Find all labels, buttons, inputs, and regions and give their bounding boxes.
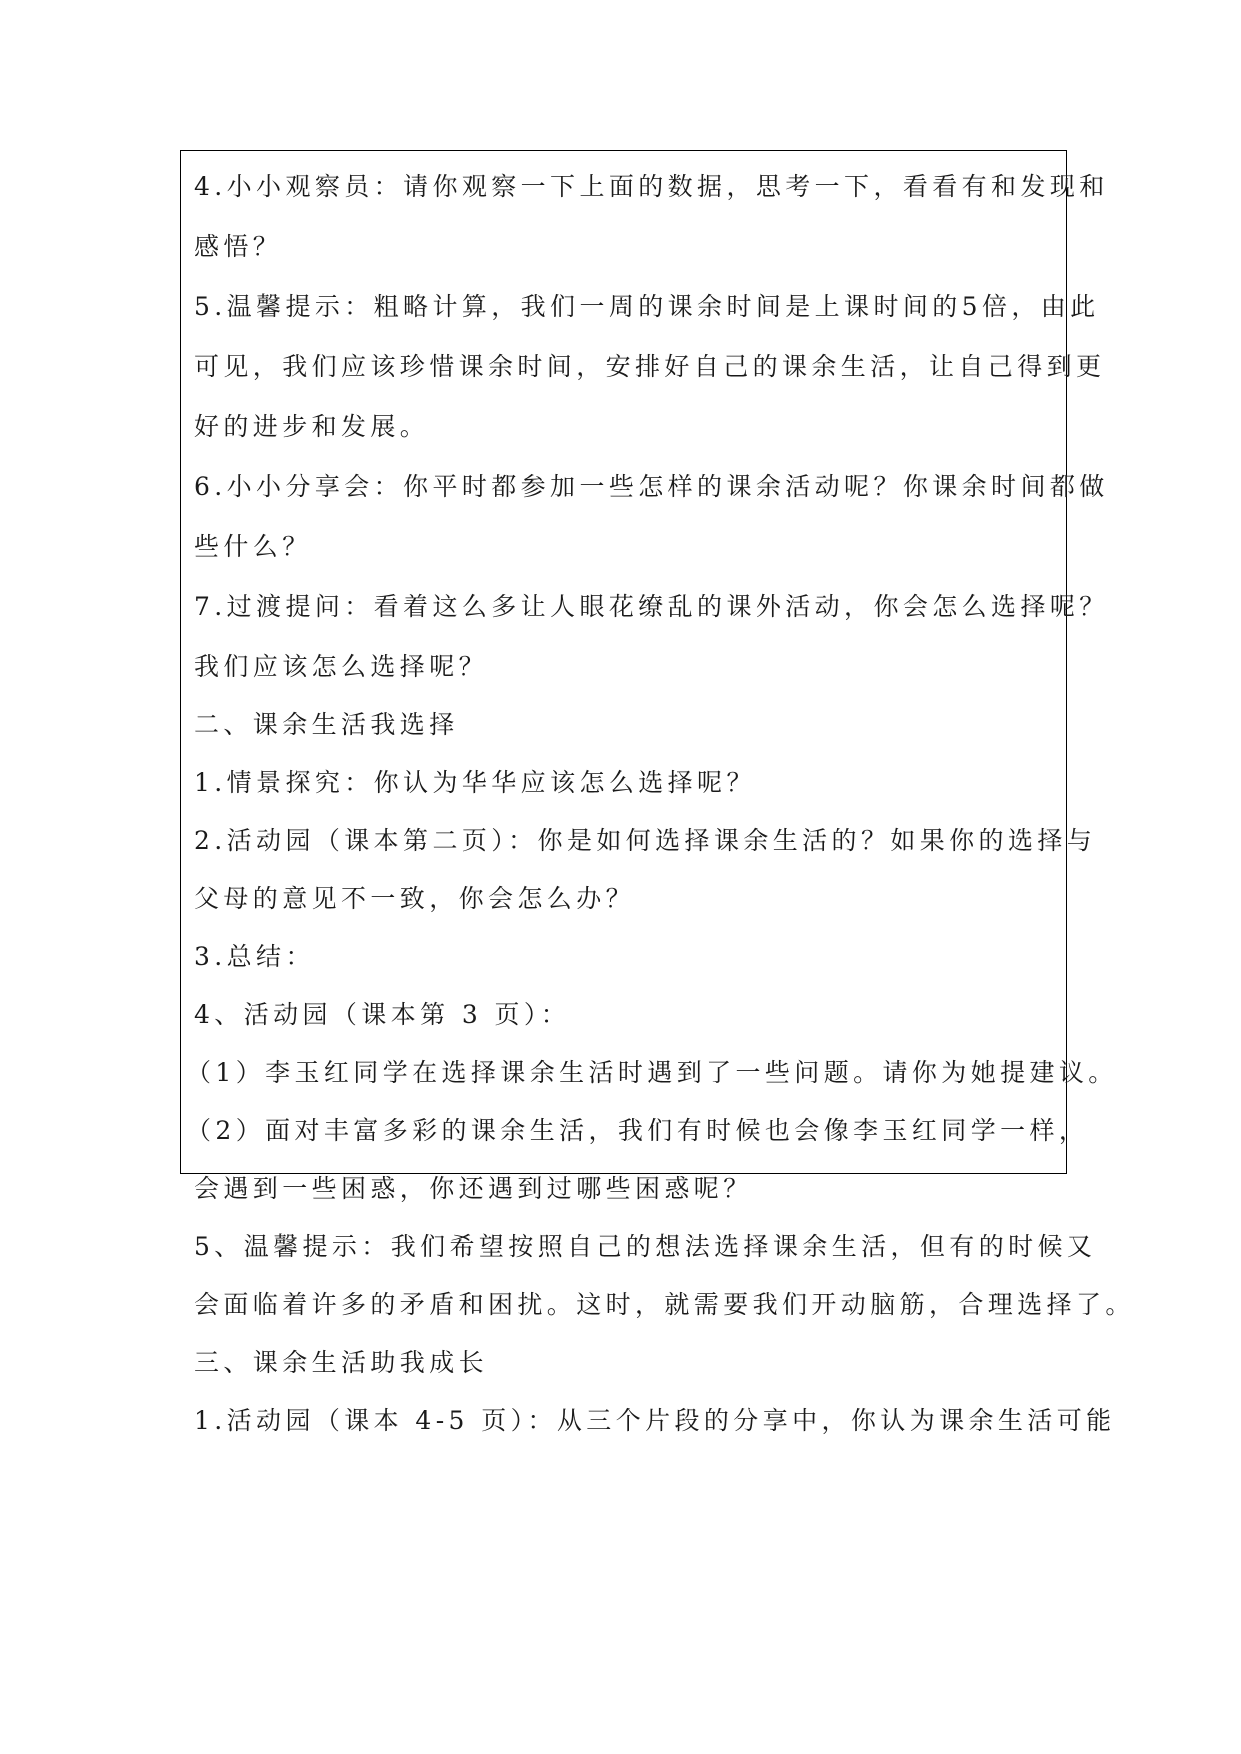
section-heading: 三、课余生活助我成长 <box>194 1348 489 1377</box>
text-line: 7.过渡提问：看着这么多让人眼花缭乱的课外活动，你会怎么选择呢？ <box>194 592 1109 621</box>
text-line: 5、温馨提示：我们希望按照自己的想法选择课余生活，但有的时候又 <box>194 1232 1097 1261</box>
text-line: （2）面对丰富多彩的课余生活，我们有时候也会像李玉红同学一样， <box>186 1116 1089 1145</box>
text-line: （1）李玉红同学在选择课余生活时遇到了一些问题。请你为她提建议。 <box>186 1058 1118 1087</box>
text-line: 6.小小分享会：你平时都参加一些怎样的课余活动呢？你课余时间都做 <box>194 472 1109 501</box>
document-table-cell <box>180 150 1135 1435</box>
text-line: 会遇到一些困惑，你还遇到过哪些困惑呢？ <box>194 1174 753 1203</box>
text-line: 3.总结： <box>194 942 315 971</box>
text-line: 4、活动园（课本第 3 页）： <box>194 1000 571 1029</box>
text-line: 5.温馨提示：粗略计算，我们一周的课余时间是上课时间的5倍，由此 <box>194 292 1100 321</box>
text-line: 父母的意见不一致，你会怎么办？ <box>194 884 636 913</box>
text-line: 感悟？ <box>194 232 283 261</box>
text-line: 我们应该怎么选择呢？ <box>194 652 489 681</box>
text-line: 会面临着许多的矛盾和困扰。这时，就需要我们开动脑筋，合理选择了。 <box>194 1290 1135 1319</box>
text-line: 可见，我们应该珍惜课余时间，安排好自己的课余生活，让自己得到更 <box>194 352 1106 381</box>
text-line: 好的进步和发展。 <box>194 412 430 441</box>
text-line: 4.小小观察员：请你观察一下上面的数据，思考一下，看看有和发现和 <box>194 172 1109 201</box>
text-line: 1.情景探究：你认为华华应该怎么选择呢？ <box>194 768 756 797</box>
text-line: 些什么？ <box>194 532 312 561</box>
text-line: 2.活动园（课本第二页）：你是如何选择课余生活的？如果你的选择与 <box>194 826 1097 855</box>
text-line: 1.活动园（课本 4-5 页）：从三个片段的分享中，你认为课余生活可能 <box>194 1406 1116 1435</box>
section-heading: 二、课余生活我选择 <box>194 710 459 739</box>
